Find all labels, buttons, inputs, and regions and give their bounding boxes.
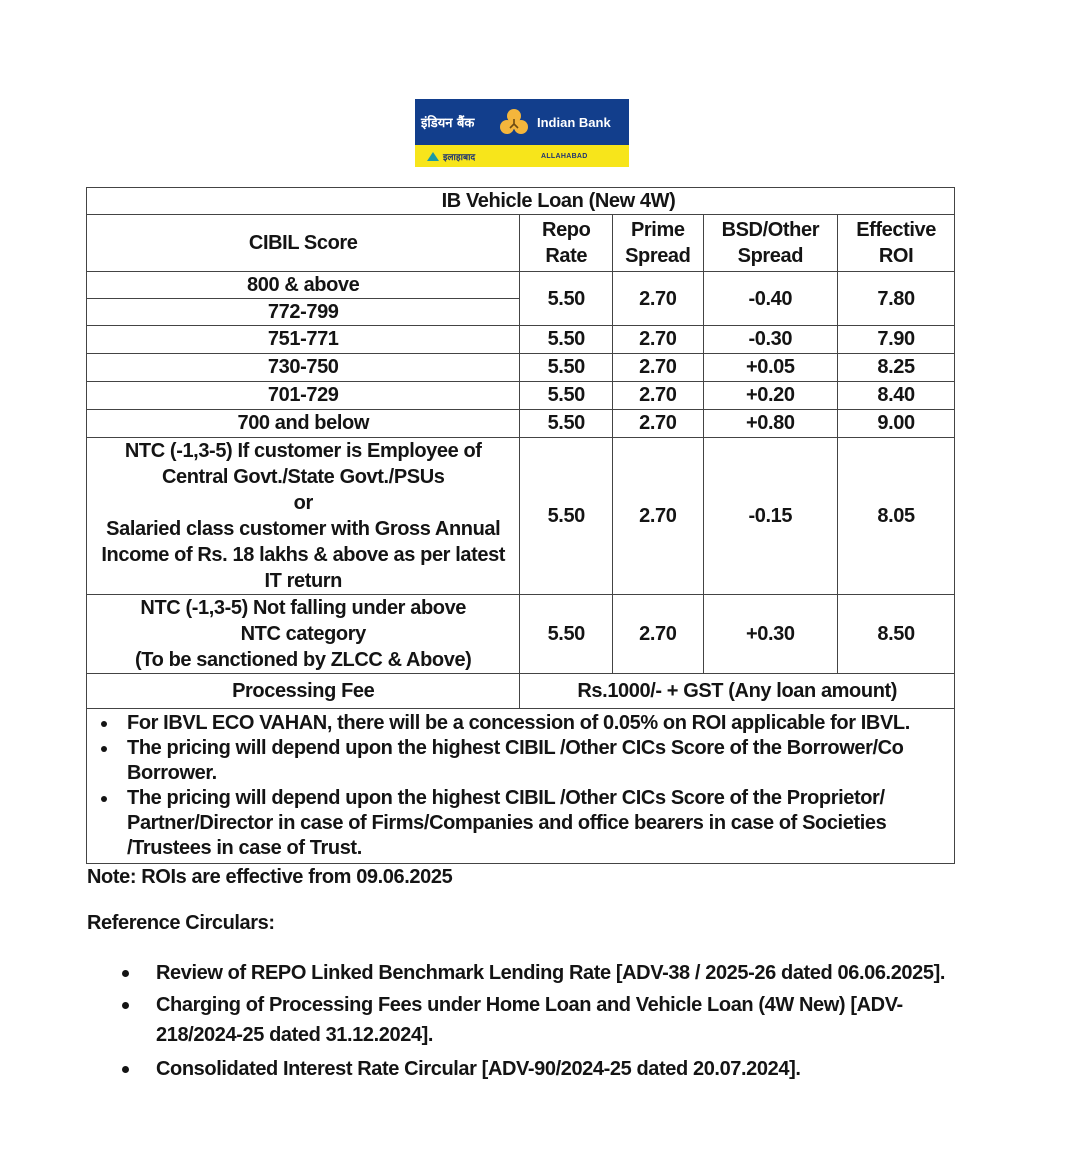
header-repo-rate: Repo Rate bbox=[520, 215, 613, 272]
vehicle-loan-rate-table bbox=[86, 187, 955, 864]
condition-item: The pricing will depend upon the highest CIBIL /Other CICs Score of the Borrower/Co Borrower. bbox=[99, 736, 948, 786]
processing-fee-row bbox=[87, 674, 955, 709]
table-row bbox=[87, 438, 955, 595]
roi-cell: 8.40 bbox=[838, 382, 955, 410]
repo-cell: 5.50 bbox=[520, 354, 613, 382]
roi-cell: 8.50 bbox=[838, 595, 955, 674]
roi-cell: 8.25 bbox=[838, 354, 955, 382]
bsd-cell: -0.15 bbox=[703, 438, 838, 595]
bsd-cell: -0.40 bbox=[703, 272, 838, 326]
condition-item: The pricing will depend upon the highest CIBIL /Other CICs Score of the Proprietor/ Partner/Director in case of Firms/Companies and office bearers in case of Societies /Trustees in case of Trust. bbox=[99, 786, 948, 861]
reference-item: Review of REPO Linked Benchmark Lending Rate [ADV-38 / 2025-26 dated 06.06.2025]. bbox=[118, 958, 958, 988]
header-effective-roi: Effective ROI bbox=[838, 215, 955, 272]
bsd-cell: +0.05 bbox=[703, 354, 838, 382]
logo-hindi-sub bbox=[415, 150, 541, 163]
cibil-cell: 772-799 bbox=[87, 299, 520, 326]
table-row bbox=[87, 272, 955, 299]
roi-effective-note: Note: ROIs are effective from 09.06.2025 bbox=[87, 866, 453, 888]
processing-fee-label: Processing Fee bbox=[87, 674, 520, 709]
logo-bottom-band bbox=[415, 145, 629, 167]
repo-cell: 5.50 bbox=[520, 595, 613, 674]
cibil-cell: 701-729 bbox=[87, 382, 520, 410]
repo-cell: 5.50 bbox=[520, 272, 613, 326]
table-row bbox=[87, 410, 955, 438]
header-bsd-other-spread: BSD/Other Spread bbox=[703, 215, 838, 272]
cibil-cell-ntc-other: NTC (-1,3-5) Not falling under above NTC category (To be sanctioned by ZLCC & Above) bbox=[87, 595, 520, 674]
header-prime-spread: Prime Spread bbox=[613, 215, 703, 272]
bsd-cell: +0.20 bbox=[703, 382, 838, 410]
header-cibil-score: CIBIL Score bbox=[87, 215, 520, 272]
logo-english-name: Indian Bank bbox=[537, 114, 611, 130]
cibil-cell: 751-771 bbox=[87, 326, 520, 354]
reference-circulars-title: Reference Circulars: bbox=[87, 912, 275, 934]
bsd-cell: +0.30 bbox=[703, 595, 838, 674]
prime-cell: 2.70 bbox=[613, 410, 703, 438]
logo-english-sub: ALLAHABAD bbox=[541, 152, 588, 160]
table-row bbox=[87, 595, 955, 674]
indian-bank-logo bbox=[415, 99, 629, 167]
prime-cell: 2.70 bbox=[613, 354, 703, 382]
prime-cell: 2.70 bbox=[613, 326, 703, 354]
allahabad-triangle-icon bbox=[427, 152, 439, 161]
table-row bbox=[87, 354, 955, 382]
logo-top-band bbox=[415, 99, 629, 145]
processing-fee-value: Rs.1000/- + GST (Any loan amount) bbox=[520, 674, 955, 709]
table-row bbox=[87, 382, 955, 410]
condition-item: For IBVL ECO VAHAN, there will be a concession of 0.05% on ROI applicable for IBVL. bbox=[99, 711, 948, 736]
repo-cell: 5.50 bbox=[520, 326, 613, 354]
roi-cell: 9.00 bbox=[838, 410, 955, 438]
table-title: IB Vehicle Loan (New 4W) bbox=[87, 188, 955, 215]
roi-cell: 7.90 bbox=[838, 326, 955, 354]
repo-cell: 5.50 bbox=[520, 438, 613, 595]
prime-cell: 2.70 bbox=[613, 382, 703, 410]
bank-emblem-icon bbox=[499, 107, 529, 137]
conditions-cell bbox=[87, 709, 955, 864]
table-row bbox=[87, 326, 955, 354]
reference-circulars-list bbox=[118, 958, 958, 1086]
reference-item: Consolidated Interest Rate Circular [ADV-90/2024-25 dated 20.07.2024]. bbox=[118, 1054, 958, 1084]
logo-hindi-sub-text: इलाहाबाद bbox=[443, 152, 476, 163]
table-title-row bbox=[87, 188, 955, 215]
roi-cell: 7.80 bbox=[838, 272, 955, 326]
conditions-row bbox=[87, 709, 955, 864]
prime-cell: 2.70 bbox=[613, 272, 703, 326]
repo-cell: 5.50 bbox=[520, 410, 613, 438]
cibil-cell-ntc-salaried: NTC (-1,3-5) If customer is Employee of Central Govt./State Govt./PSUs or Salaried class customer with Gross Annual Income of Rs. 18 lakhs & above as per latest IT return bbox=[87, 438, 520, 595]
cibil-cell: 800 & above bbox=[87, 272, 520, 299]
cibil-cell: 700 and below bbox=[87, 410, 520, 438]
roi-cell: 8.05 bbox=[838, 438, 955, 595]
repo-cell: 5.50 bbox=[520, 382, 613, 410]
cibil-cell: 730-750 bbox=[87, 354, 520, 382]
reference-item: Charging of Processing Fees under Home Loan and Vehicle Loan (4W New) [ADV-218/2024-25 dated 31.12.2024]. bbox=[118, 990, 958, 1050]
bsd-cell: -0.30 bbox=[703, 326, 838, 354]
prime-cell: 2.70 bbox=[613, 595, 703, 674]
logo-hindi-name: इंडियन बैंक bbox=[421, 116, 475, 131]
bsd-cell: +0.80 bbox=[703, 410, 838, 438]
table-header-row bbox=[87, 215, 955, 272]
prime-cell: 2.70 bbox=[613, 438, 703, 595]
conditions-list bbox=[99, 711, 948, 861]
